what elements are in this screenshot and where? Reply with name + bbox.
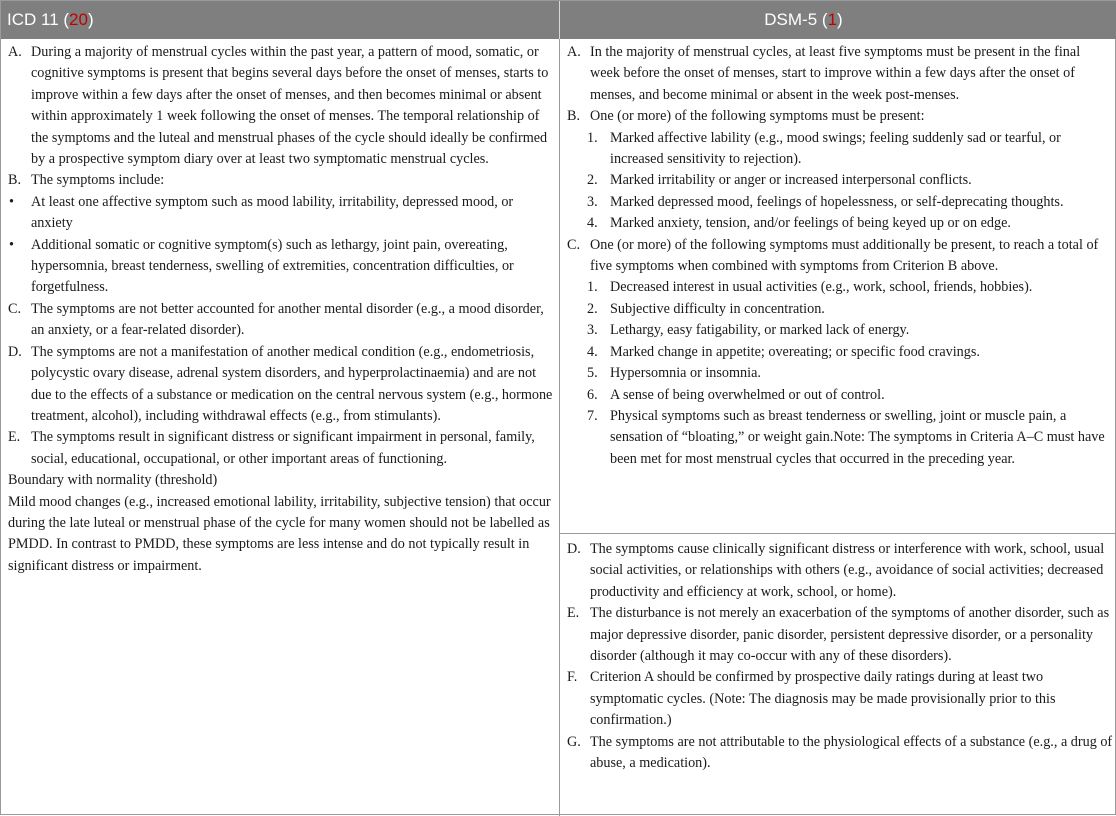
icd11-boundary-heading: Boundary with normality (threshold) — [8, 472, 218, 489]
dsm5-c-item-5: 5. Hypersomnia or insomnia. — [587, 365, 761, 382]
header-dsm5-close: ) — [837, 10, 843, 29]
header-icd11-reference[interactable]: 20 — [69, 10, 88, 29]
dsm5-c-item-1: 1. Decreased interest in usual activities (e.g., work, school, friends, hobbies). — [587, 279, 1033, 296]
dsm5-criterion-f: F. Criterion A should be confirmed by prospective daily ratings during at least two symptomatic cycles. (Note: The diagnosis may be made provisionally prior to this confirmation.) — [567, 669, 1056, 729]
dsm5-cell-lower — [560, 534, 1116, 774]
icd11-criterion-b: B. The symptoms include: — [8, 172, 165, 189]
dsm5-criterion-b: B. One (or more) of the following symptoms must be present: — [567, 108, 925, 125]
icd11-bullet-somatic: • Additional somatic or cognitive symptom(s) such as lethargy, joint pain, overeating, hypersomnia, breast tenderness, swelling of extremities, concentration difficulties, or forgetfulness. — [8, 235, 553, 299]
header-dsm5-title: DSM-5 ( — [764, 10, 828, 29]
icd11-criterion-d: D. The symptoms are not a manifestation of another medical condition (e.g., endometriosis, polycystic ovary disease, adrenal system disorders, and hyperprolactinaemia) and are not due to the effects of a substance or medication on the central nervous system (e.g., hormone treatment, alcohol), including withdrawal effects (e.g., from stimulants). — [8, 343, 553, 424]
header-icd11-title: ICD 11 ( — [7, 10, 70, 29]
dsm5-cell-upper — [560, 39, 1116, 470]
dsm5-criterion-a: A. In the majority of menstrual cycles, at least five symptoms must be present in the final week before the onset of menses, start to improve within a few days after the onset of menses, and become minimal or absent in the week post-menses. — [567, 44, 1081, 103]
icd11-criterion-a: A. During a majority of menstrual cycles within the past year, a pattern of mood, somatic, or cognitive symptoms is present that begins several days before the onset of menses, starts to improve within a few days after the onset of menses, and then becomes minimal or absent within approximately 1 week following the onset of menses. The temporal relationship of the symptoms and the luteal and menstrual phases of the cycle should ideally be confirmed by a prospective symptom diary over at least two symptomatic menstrual cycles. — [8, 44, 549, 168]
icd11-criterion-c: C. The symptoms are not better accounted for another mental disorder (e.g., a mood disorder, an anxiety, or a fear-related disorder). — [8, 300, 544, 339]
bullet-icon: • — [9, 193, 14, 210]
dsm5-b-item-4: 4. Marked anxiety, tension, and/or feelings of being keyed up or on edge. — [587, 215, 1011, 232]
header-icd11-close: ) — [87, 10, 94, 29]
dsm5-c-item-2: 2. Subjective difficulty in concentration. — [587, 300, 825, 317]
dsm5-criterion-g: G. The symptoms are not attributable to the physiological effects of a substance (e.g., a drug of abuse, a medication). — [567, 733, 1113, 772]
dsm5-c-item-3: 3. Lethargy, easy fatigability, or marked lack of energy. — [587, 322, 910, 339]
header-dsm5 — [560, 1, 1116, 39]
icd11-boundary-text: Mild mood changes (e.g., increased emotional lability, irritability, subjective tension) that occur during the late luteal or menstrual phase of the cycle for many women should not be labelled as PMDD. In contrast to PMDD, these symptoms are less intense and do not typically result in significant distress or impairment. — [8, 493, 551, 574]
icd11-bullet-affective: • At least one affective symptom such as mood lability, irritability, depressed mood, or anxiety — [8, 192, 553, 235]
dsm5-criterion-d: D. The symptoms cause clinically significant distress or interference with work, school, usual social activities, or relationships with others (e.g., avoidance of social activities; decreased productivity and efficiency at work, school, or home). — [567, 541, 1105, 600]
icd11-criterion-e: E. The symptoms result in significant distress or significant impairment in personal, family, social, educational, occupational, or other important areas of functioning. — [8, 429, 535, 467]
header-icd11 — [1, 1, 560, 39]
header-dsm5-reference[interactable]: 1 — [827, 10, 838, 29]
dsm5-criterion-e: E. The disturbance is not merely an exacerbation of the symptoms of another disorder, such as major depressive disorder, panic disorder, persistent depressive disorder, or a personality disorder (although it may co-occur with any of these disorders). — [567, 605, 1110, 665]
dsm5-criterion-c: C. One (or more) of the following symptoms must additionally be present, to reach a total of five symptoms when combined with symptoms from Criterion B above. — [567, 236, 1099, 275]
dsm5-b-item-2: 2. Marked irritability or anger or increased interpersonal conflicts. — [587, 172, 972, 189]
dsm5-b-item-1: 1. Marked affective lability (e.g., mood swings; feeling suddenly sad or tearful, or increased sensitivity to rejection). — [587, 129, 1061, 168]
dsm5-c-item-6: 6. A sense of being overwhelmed or out of control. — [587, 386, 885, 403]
dsm5-c-item-4: 4. Marked change in appetite; overeating; or specific food cravings. — [587, 343, 980, 360]
bullet-icon: • — [9, 236, 14, 253]
dsm5-b-item-3: 3. Marked depressed mood, feelings of hopelessness, or self-deprecating thoughts. — [587, 193, 1064, 210]
dsm5-c-item-7: 7. Physical symptoms such as breast tenderness or swelling, joint or muscle pain, a sensation of “bloating,” or weight gain.Note: The symptoms in Criteria A–C must have been met for most menstrual cycles that occurred in the preceding year. — [587, 407, 1105, 467]
icd11-cell — [1, 39, 559, 577]
